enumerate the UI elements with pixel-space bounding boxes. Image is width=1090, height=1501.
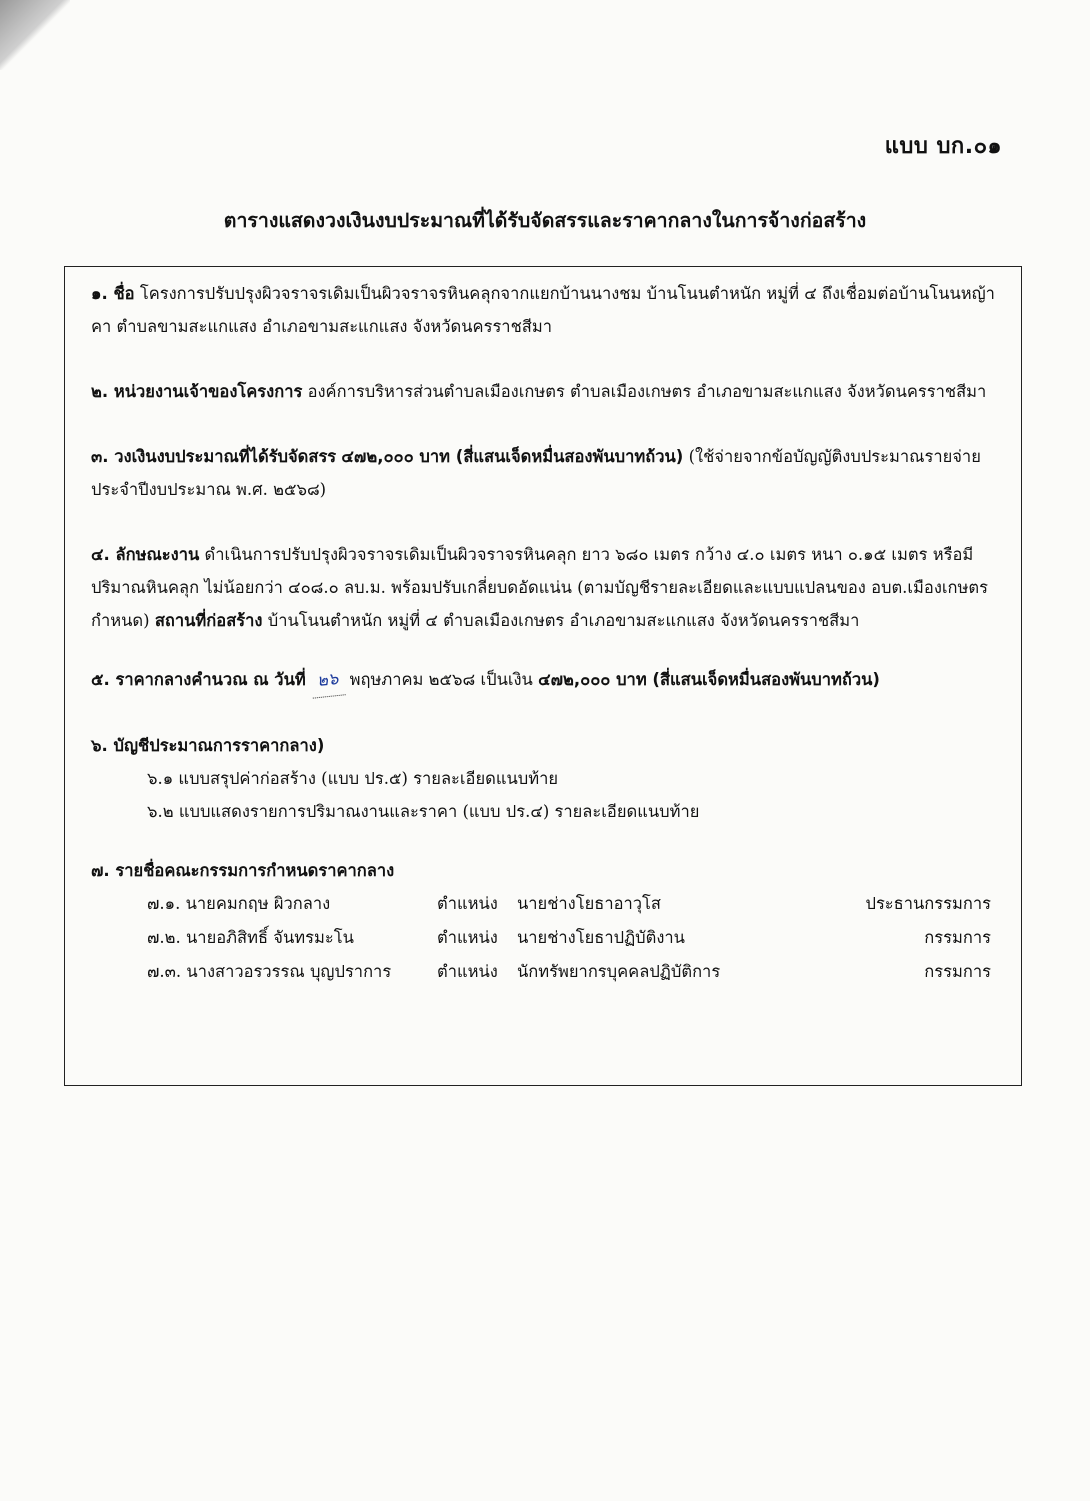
member-title: นายช่างโยธาปฏิบัติงาน bbox=[517, 928, 685, 947]
section-5-label: ๕. ราคากลางคำนวณ ณ วันที่ bbox=[91, 670, 306, 689]
price-list-item: ๖.๒ แบบแสดงรายการปริมาณงานและราคา (แบบ ปร.๔) รายละเอียดแนบท้าย bbox=[147, 802, 700, 821]
position-label: ตำแหน่ง bbox=[437, 928, 498, 947]
document-title: ตารางแสดงวงเงินงบประมาณที่ได้รับจัดสรรและราคากลางในการจ้างก่อสร้าง bbox=[223, 209, 867, 232]
info-box bbox=[64, 266, 1022, 1086]
section-4-text-a: ดำเนินการปรับปรุงผิวจราจรเดิมเป็นผิวจราจรหินคลุก ยาว ๖๘๐ เมตร กว้าง ๔.๐ เมตร หนา ๐.๑๕ เมตร หรือมีปริมาณหินคลุก ไม่น้อยกว่า ๔๐๘.๐ ลบ.ม. พร้อมปรับเกลี่ยบดอัดแน่น (ตามบัญชีรายละเอียดและแบบแปลนของ อบต.เมืองเกษตรกำหนด) bbox=[91, 545, 988, 630]
handwritten-day: ๒๖ bbox=[309, 661, 346, 698]
section-2-label: ๒. หน่วยงานเจ้าของโครงการ bbox=[91, 382, 303, 401]
section-median-price bbox=[91, 663, 1009, 697]
section-4-text-b: บ้านโนนตำหนัก หมู่ที่ ๔ ตำบลเมืองเกษตร อำเภอขามสะแกแสง จังหวัดนครราชสีมา bbox=[267, 611, 860, 630]
committee-table bbox=[91, 887, 1009, 989]
section-4-site-label: สถานที่ก่อสร้าง bbox=[154, 611, 263, 630]
section-1-text: โครงการปรับปรุงผิวจราจรเดิมเป็นผิวจราจรหินคลุกจากแยกบ้านนางชม บ้านโนนตำหนัก หมู่ที่ ๔ ถึงเชื่อมต่อบ้านโนนหญ้าคา ตำบลขามสะแกแสง อำเภอขามสะแกแสง จังหวัดนครราชสีมา bbox=[91, 284, 995, 336]
member-name: ๗.๑. นายคมกฤษ ผิวกลาง bbox=[147, 894, 331, 913]
section-4-label: ๔. ลักษณะงาน bbox=[91, 545, 200, 564]
member-name: ๗.๒. นายอภิสิทธิ์ จันทรมะโน bbox=[147, 928, 354, 947]
section-price-list bbox=[91, 729, 1009, 828]
section-3-text: (ใช้จ่ายจากข้อบัญญัติงบประมาณรายจ่ายประจำปีงบประมาณ พ.ศ. ๒๕๖๘) bbox=[91, 447, 981, 499]
section-3-label: ๓. วงเงินงบประมาณที่ได้รับจัดสรร bbox=[91, 447, 337, 466]
member-title: นักทรัพยากรบุคคลปฏิบัติการ bbox=[517, 962, 721, 981]
member-role: ประธานกรรมการ bbox=[865, 894, 991, 913]
price-list-item: ๖.๑ แบบสรุปค่าก่อสร้าง (แบบ ปร.๕) รายละเอียดแนบท้าย bbox=[147, 769, 559, 788]
section-budget bbox=[91, 440, 1009, 506]
position-label: ตำแหน่ง bbox=[437, 962, 498, 981]
section-owner-agency bbox=[91, 375, 1009, 408]
section-1-label: ๑. ชื่อ bbox=[91, 284, 135, 303]
section-project-name bbox=[91, 277, 1009, 343]
member-role: กรรมการ bbox=[924, 962, 991, 981]
section-5-date-rest: พฤษภาคม ๒๕๖๘ เป็นเงิน bbox=[349, 670, 533, 689]
section-committee bbox=[91, 854, 1009, 989]
table-row bbox=[91, 955, 1009, 989]
section-6-label: ๖. บัญชีประมาณการราคากลาง) bbox=[91, 736, 325, 755]
section-5-amount: ๔๗๒,๐๐๐ บาท (สี่แสนเจ็ดหมื่นสองพันบาทถ้วน) bbox=[538, 670, 880, 689]
form-code: แบบ บก.๐๑ bbox=[884, 134, 1002, 159]
member-title: นายช่างโยธาอาวุโส bbox=[517, 894, 661, 913]
section-work-description bbox=[91, 538, 1009, 637]
page-corner-fold bbox=[0, 0, 70, 70]
section-7-label: ๗. รายชื่อคณะกรรมการกำหนดราคากลาง bbox=[91, 861, 395, 880]
table-row bbox=[91, 921, 1009, 955]
member-role: กรรมการ bbox=[924, 928, 991, 947]
position-label: ตำแหน่ง bbox=[437, 894, 498, 913]
member-name: ๗.๓. นางสาวอรวรรณ บุญปราการ bbox=[147, 962, 392, 981]
table-row bbox=[91, 887, 1009, 921]
section-2-text: องค์การบริหารส่วนตำบลเมืองเกษตร ตำบลเมืองเกษตร อำเภอขามสะแกแสง จังหวัดนครราชสีมา bbox=[307, 382, 987, 401]
section-3-amount: ๔๗๒,๐๐๐ บาท (สี่แสนเจ็ดหมื่นสองพันบาทถ้วน) bbox=[341, 447, 684, 466]
